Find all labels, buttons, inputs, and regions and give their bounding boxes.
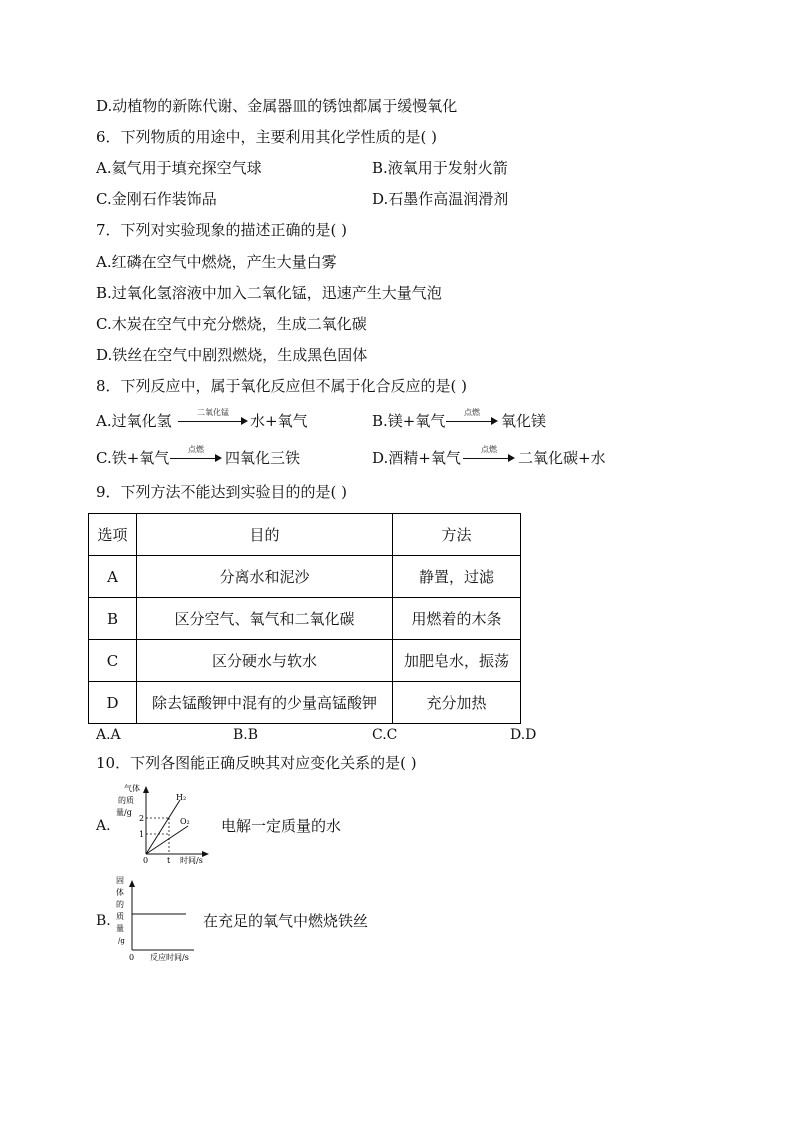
q9-option-c: C.C (372, 727, 398, 743)
y-axis-label-char: /g (118, 937, 125, 945)
q7-option-d: D.铁丝在空气中剧烈燃烧，生成黑色固体 (96, 346, 368, 364)
x-axis-label: 反应时间/s (150, 953, 189, 962)
y-axis-label-line: 的质 (118, 796, 134, 805)
table-cell: 充分加热 (393, 682, 521, 724)
y-tick-label: 1 (139, 830, 145, 839)
reaction-arrow (178, 408, 248, 426)
table-cell: 分离水和泥沙 (137, 556, 393, 598)
y-axis-label-char: 的 (116, 900, 124, 909)
table-cell: A (89, 556, 137, 598)
y-axis-arrow (129, 880, 135, 887)
table-cell: D (89, 682, 137, 724)
table-header: 目的 (137, 514, 393, 556)
table-cell: 静置，过滤 (393, 556, 521, 598)
q8-a-reactants: A.过氧化氢 (96, 412, 172, 430)
q8-d-condition: 点燃 (481, 445, 497, 454)
table-header: 选项 (89, 514, 137, 556)
o2-series-label: O₂ (180, 817, 190, 826)
q6-stem: 6．下列物质的用途中，主要利用其化学性质的是( ) (96, 128, 438, 146)
q7-option-c: C.木炭在空气中充分燃烧，生成二氧化碳 (96, 315, 367, 333)
q8-b-condition: 点燃 (464, 408, 480, 417)
x-tick-label: t (167, 856, 171, 865)
x-tick-label: 0 (129, 953, 135, 962)
y-axis-arrow (143, 786, 149, 793)
q7-option-b: B.过氧化氢溶液中加入二氧化锰，迅速产生大量气泡 (96, 284, 442, 302)
q7-stem: 7．下列对实验现象的描述正确的是( ) (96, 221, 348, 239)
q9-option-b: B.B (233, 727, 259, 743)
table-header: 方法 (393, 514, 521, 556)
q8-stem: 8．下列反应中，属于氧化反应但不属于化合反应的是( ) (96, 377, 468, 395)
q8-d-reactants: D.酒精+氧气 (372, 449, 461, 467)
table-cell: B (89, 598, 137, 640)
y-axis-label-line: 气体 (124, 784, 140, 793)
reaction-arrow (170, 445, 222, 463)
y-axis-label-char: 固 (116, 876, 124, 885)
table-cell: 用燃着的木条 (393, 598, 521, 640)
h2-line (146, 800, 180, 854)
q6-option-a: A.氦气用于填充探空气球 (96, 159, 262, 177)
q8-c-reactants: C.铁+氧气 (96, 449, 170, 467)
y-axis-label-char: 质 (116, 912, 124, 921)
table-cell: 区分空气、氧气和二氧化碳 (137, 598, 393, 640)
q8-c-condition: 点燃 (188, 445, 204, 454)
q10-stem: 10．下列各图能正确反映其对应变化关系的是( ) (96, 754, 417, 772)
q10-option-a-label: A. (96, 818, 111, 834)
table-cell: 区分硬水与软水 (137, 640, 393, 682)
table-row (89, 682, 521, 724)
table-cell: C (89, 640, 137, 682)
q10-graph-b (108, 874, 208, 966)
x-axis-arrow (202, 851, 209, 857)
x-tick-label: 0 (143, 856, 149, 865)
q5-option-d: D.动植物的新陈代谢、金属器皿的锈蚀都属于缓慢氧化 (96, 97, 458, 115)
table-row (89, 640, 521, 682)
table-row (89, 556, 521, 598)
table-cell: 除去锰酸钾中混有的少量高锰酸钾 (137, 682, 393, 724)
q10-option-b-caption: 在充足的氧气中燃烧铁丝 (203, 912, 369, 930)
q6-option-d: D.石墨作高温润滑剂 (372, 190, 509, 208)
y-tick-label: 2 (139, 814, 145, 823)
q6-option-b: B.液氧用于发射火箭 (372, 159, 508, 177)
reaction-arrow (463, 445, 515, 463)
table-row (89, 598, 521, 640)
q8-c-products: 四氧化三铁 (225, 449, 301, 467)
q8-b-products: 氧化镁 (501, 412, 547, 430)
y-axis-label-line: 量/g (116, 808, 132, 817)
q9-stem: 9．下列方法不能达到实验目的的是( ) (96, 483, 348, 501)
q8-d-products: 二氧化碳+水 (518, 449, 606, 467)
q9-option-d: D.D (510, 727, 537, 743)
q6-option-c: C.金刚石作装饰品 (96, 190, 217, 208)
q10-graph-a (110, 782, 220, 868)
q7-option-a: A.红磷在空气中燃烧，产生大量白雾 (96, 253, 337, 271)
q9-option-a: A.A (96, 727, 121, 743)
q10-option-b-label: B. (96, 913, 111, 929)
q8-b-reactants: B.镁+氧气 (372, 412, 446, 430)
q9-table (88, 513, 521, 724)
o2-line (146, 826, 188, 854)
table-header-row (89, 514, 521, 556)
y-axis-label-char: 体 (116, 888, 124, 897)
q8-a-products: 水+氧气 (250, 412, 308, 430)
reaction-arrow (446, 408, 498, 426)
y-axis-label-char: 量 (116, 924, 124, 933)
q10-option-a-caption: 电解一定质量的水 (221, 817, 342, 835)
table-cell: 加肥皂水，振荡 (393, 640, 521, 682)
x-axis-label: 时间/s (180, 856, 203, 865)
q8-a-condition: 二氧化锰 (197, 408, 229, 417)
h2-series-label: H₂ (176, 793, 187, 802)
